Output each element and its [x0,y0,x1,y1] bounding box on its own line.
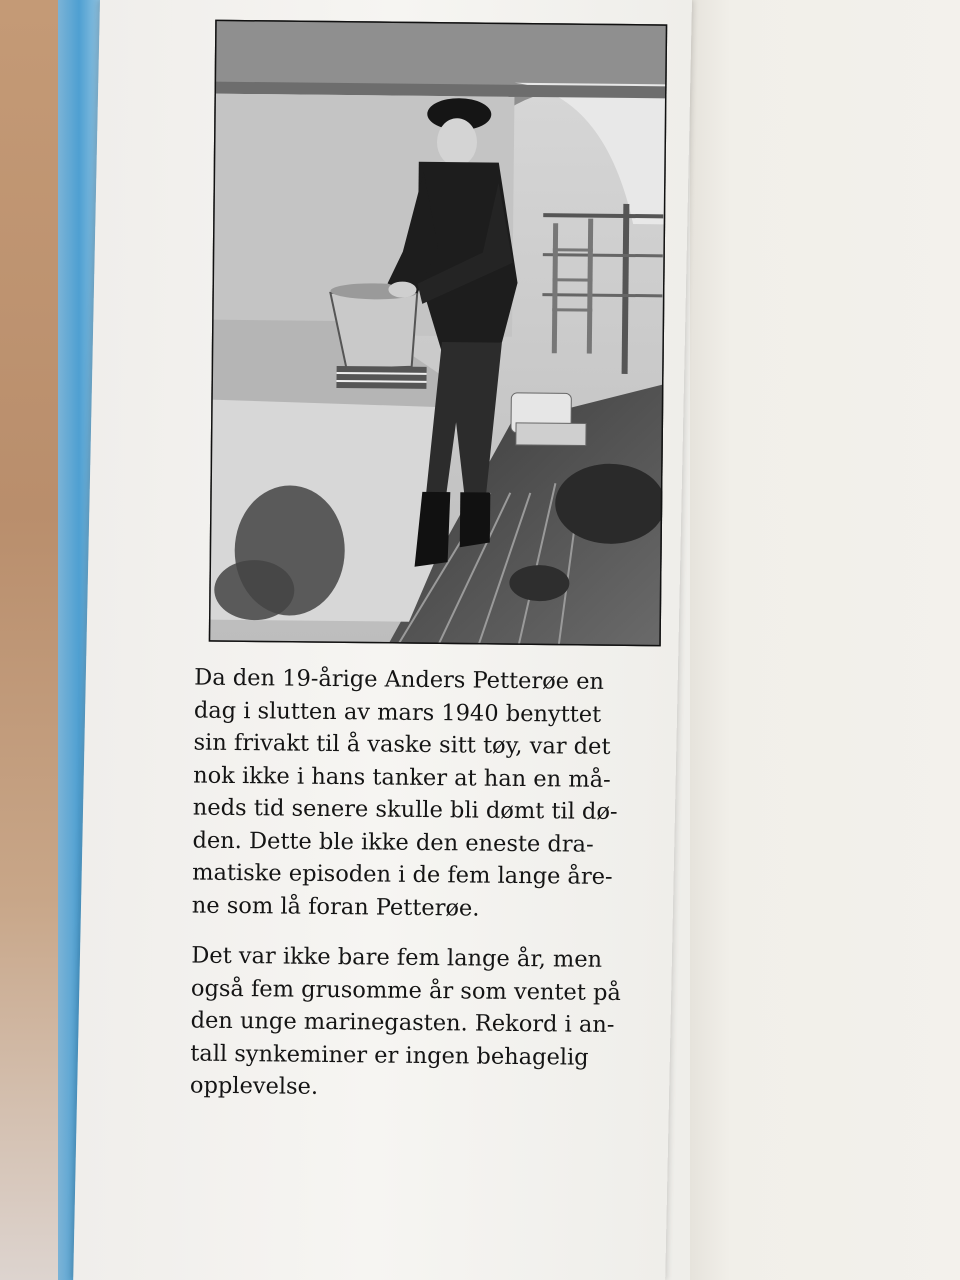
caption-line: neds tid senere skulle bli dømt til dø- [192,794,618,825]
caption-line: matiske episoden i de fem lange åre- [192,859,613,890]
caption-line: tall synkeminer er ingen behagelig [190,1040,589,1071]
caption-paragraph-2 [190,940,662,1107]
caption-line: opplevelse. [189,1072,319,1100]
caption-line: sin frivakt til å vaske sitt tøy, var det [193,729,611,760]
table-surface [0,0,60,1280]
caption-line: Da den 19-årige Anders Petterøe en [194,664,605,695]
caption-line: den. Dette ble ikke den eneste dra- [192,827,594,858]
caption-text [190,662,665,1125]
caption-line: også fem grusomme år som ventet på [190,975,621,1006]
caption-line: nok ikke i hans tanker at han en må- [193,762,611,793]
caption-line: ne som lå foran Petterøe. [191,892,480,922]
caption-paragraph-1 [192,662,665,927]
caption-line: Det var ikke bare fem lange år, men [191,942,603,973]
sailor-photo [209,20,667,647]
photo-of-sailor-washing-clothes-icon [209,20,667,647]
caption-line: den unge marinegasten. Rekord i an- [190,1007,615,1038]
adjacent-page [690,0,960,1280]
caption-line: dag i slutten av mars 1940 benyttet [193,697,602,728]
